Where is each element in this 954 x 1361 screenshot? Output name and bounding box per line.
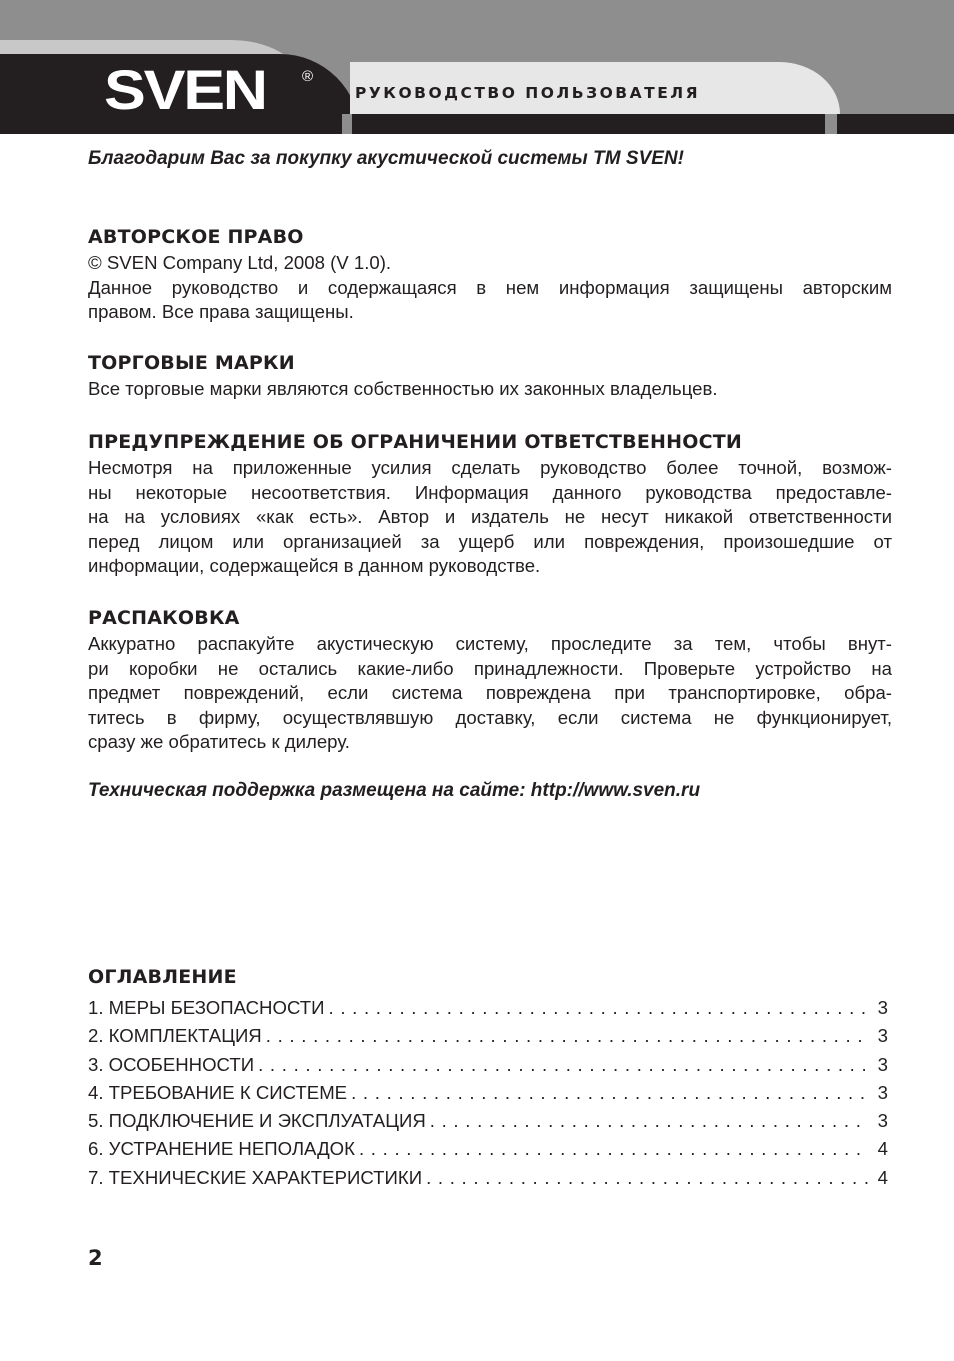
toc-item[interactable] xyxy=(88,1166,888,1194)
text-line: Несмотря на приложенные усилия сделать руководство более точной, возмож- xyxy=(88,457,892,478)
sven-logo: SVEN xyxy=(104,58,266,121)
section-body-disclaimer xyxy=(88,456,892,579)
support-link-text: Техническая поддержка размещена на сайте: http://www.sven.ru xyxy=(88,780,701,801)
toc-heading: ОГЛАВЛЕНИЕ xyxy=(88,966,237,988)
toc-item-title: 1. МЕРЫ БЕЗОПАСНОСТИ xyxy=(88,997,325,1018)
toc-leader-dots xyxy=(328,996,867,1020)
toc-item-page: 3 xyxy=(877,1025,888,1047)
toc-leader-dots xyxy=(258,1053,868,1077)
section-heading-trademarks: ТОРГОВЫЕ МАРКИ xyxy=(88,352,295,374)
page-number: 2 xyxy=(88,1246,103,1270)
toc-item[interactable] xyxy=(88,996,888,1024)
toc-leader-dots xyxy=(430,1109,868,1133)
text-line: сразу же обратитесь к дилеру. xyxy=(88,731,350,752)
text-line: на на условиях «как есть». Автор и издатель не несут никакой ответственности xyxy=(88,506,892,527)
text-line: ри коробки не остались какие-либо принадлежности. Проверьте устройство на xyxy=(88,657,892,679)
toc-item-title: 6. УСТРАНЕНИЕ НЕПОЛАДОК xyxy=(88,1138,355,1160)
page-header xyxy=(0,0,954,134)
toc-item-page: 3 xyxy=(877,1081,888,1103)
header-dark-band xyxy=(340,114,954,134)
section-heading-unpacking: РАСПАКОВКА xyxy=(88,607,240,629)
toc-item[interactable] xyxy=(88,1053,888,1081)
toc-item-title: 5. ПОДКЛЮЧЕНИЕ И ЭКСПЛУАТАЦИЯ xyxy=(88,1110,426,1132)
toc-item-title: 4. ТРЕБОВАНИЕ К СИСТЕМЕ xyxy=(88,1081,348,1103)
toc-item-page: 4 xyxy=(877,1138,888,1160)
header-decor-gap xyxy=(825,114,837,134)
section-body-unpacking xyxy=(88,632,892,755)
toc-leader-dots xyxy=(266,1024,868,1048)
toc-item[interactable] xyxy=(88,1137,888,1165)
toc-leader-dots xyxy=(351,1081,868,1105)
toc-leader-dots xyxy=(359,1137,868,1161)
text-line: правом. Все права защищены. xyxy=(88,301,354,322)
toc-item-title: 2. КОМПЛЕКТАЦИЯ xyxy=(88,1025,262,1047)
text-line: предмет повреждений, если система повреждена при транспортировке, обра- xyxy=(88,682,892,703)
text-line: Данное руководство и содержащаяся в нем информация защищены авторским xyxy=(88,276,892,298)
toc-item[interactable] xyxy=(88,1081,888,1109)
section-heading-copyright: АВТОРСКОЕ ПРАВО xyxy=(88,226,304,248)
table-of-contents xyxy=(88,996,888,1194)
header-title: РУКОВОДСТВО ПОЛЬЗОВАТЕЛЯ xyxy=(355,84,701,102)
text-line: © SVEN Company Ltd, 2008 (V 1.0). xyxy=(88,252,392,273)
header-decor-gap xyxy=(342,114,352,134)
toc-item-title: 3. ОСОБЕННОСТИ xyxy=(88,1053,255,1075)
toc-item-page: 4 xyxy=(877,1166,888,1188)
toc-item[interactable] xyxy=(88,1024,888,1052)
toc-item-page: 3 xyxy=(877,997,888,1018)
text-line: информации, содержащейся в данном руководстве. xyxy=(88,555,541,576)
text-line: ны некоторые несоответствия. Информация данного руководства предоставле- xyxy=(88,481,892,503)
intro-text: Благодарим Вас за покупку акустической системы ТМ SVEN! xyxy=(88,148,684,169)
toc-item-page: 3 xyxy=(877,1053,888,1075)
text-line: перед лицом или организацией за ущерб или повреждения, произошедшие от xyxy=(88,530,892,552)
section-heading-disclaimer: ПРЕДУПРЕЖДЕНИЕ ОБ ОГРАНИЧЕНИИ ОТВЕТСТВЕННОСТИ xyxy=(88,431,742,453)
text-line: Все торговые марки являются собственностью их законных владельцев. xyxy=(88,378,718,399)
toc-item[interactable] xyxy=(88,1109,888,1137)
text-line: Аккуратно распакуйте акустическую систему, проследите за тем, чтобы внут- xyxy=(88,633,892,654)
section-body-trademarks xyxy=(88,377,892,402)
toc-item-title: 7. ТЕХНИЧЕСКИЕ ХАРАКТЕРИСТИКИ xyxy=(88,1166,423,1188)
section-body-copyright xyxy=(88,251,892,325)
text-line: титесь в фирму, осуществлявшую доставку, если система не функционирует, xyxy=(88,706,892,728)
registered-mark-icon: ® xyxy=(302,68,314,85)
toc-item-page: 3 xyxy=(877,1110,888,1132)
toc-leader-dots xyxy=(426,1166,868,1190)
